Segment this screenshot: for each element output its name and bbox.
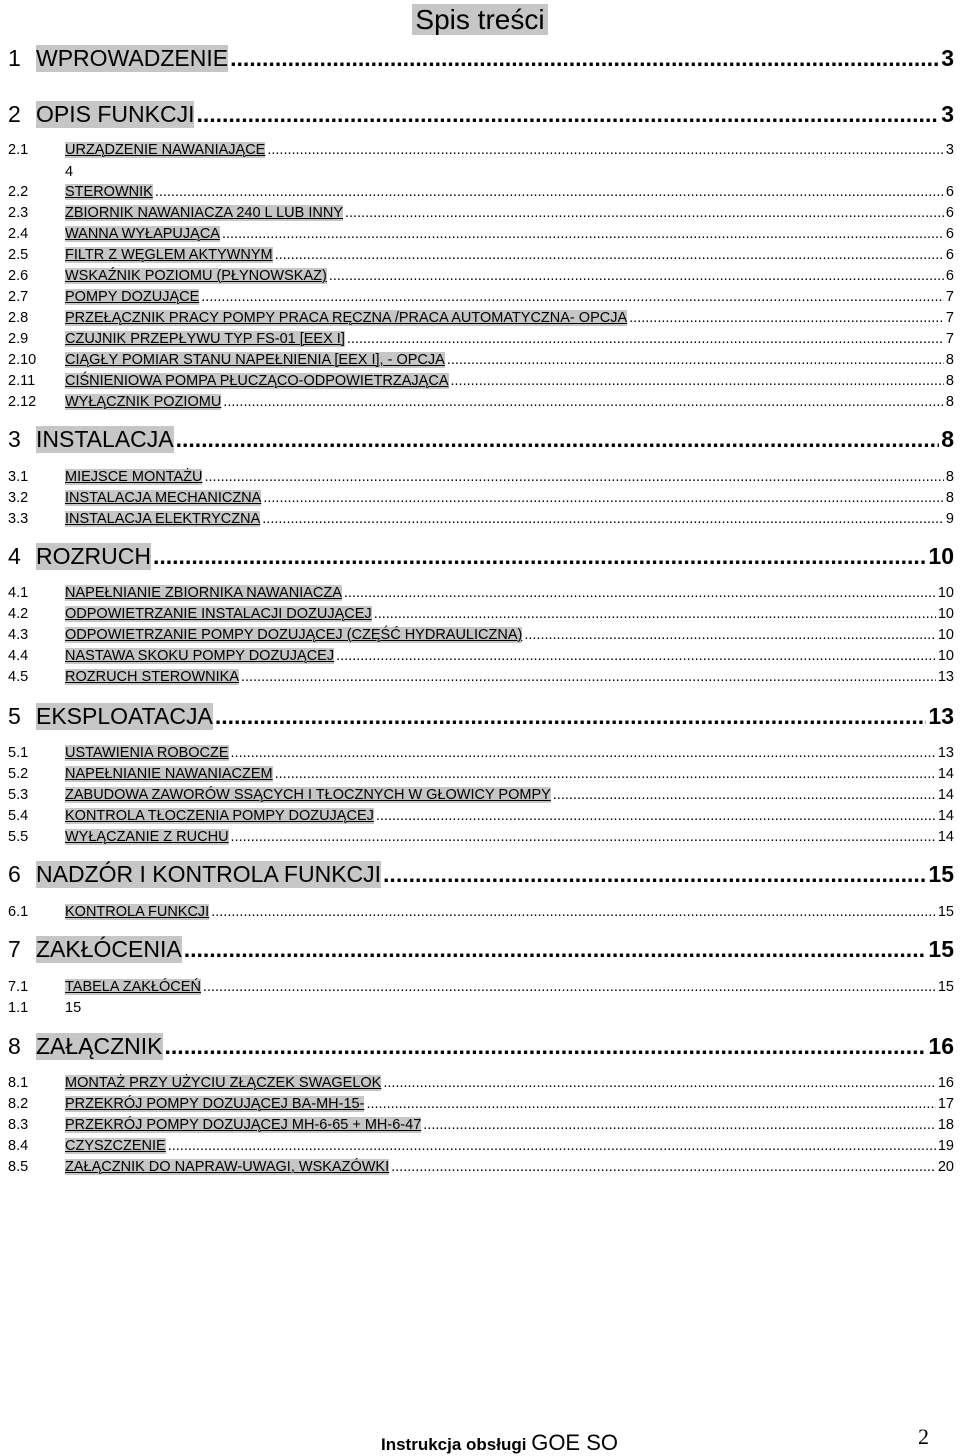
toc-entry[interactable] [8,45,954,72]
toc-entry-page: 18 [937,1117,954,1133]
toc-entry-title[interactable]: EKSPLOATACJA [36,703,213,729]
toc-entry[interactable] [8,394,954,410]
toc-entry-title[interactable]: NAPEŁNIANIE NAWANIACZEM [65,766,273,782]
toc-entry-number: 4.4 [8,648,29,664]
toc-entry-title[interactable]: OPIS FUNKCJI [36,101,195,127]
toc-entry-title[interactable]: PRZEŁĄCZNIK PRACY POMPY PRACA RĘCZNA /PRACA AUTOMATYCZNA- OPCJA [65,310,628,326]
toc-entry-title[interactable]: FILTR Z WĘGLEM AKTYWNYM [65,247,273,263]
toc-entry-title[interactable]: CZYSZCZENIE [65,1138,166,1154]
stray-page-number: 4 [65,164,74,180]
toc-entry-title[interactable]: TABELA ZAKŁÓCEŃ [65,979,201,995]
toc-leader-dots [204,469,943,485]
toc-leader-dots [345,205,944,221]
toc-entry-number: 5.5 [8,829,29,845]
toc-entry-title[interactable]: CIŚNIENIOWA POMPA PŁUCZĄCO-ODPOWIETRZAJĄCA [65,373,449,389]
toc-leader-dots [230,45,939,72]
toc-leader-dots [524,627,936,643]
toc-entry-title[interactable]: PRZEKRÓJ POMPY DOZUJĄCEJ MH-6-65 + MH-6-47 [65,1117,422,1133]
toc-entry-number: 4.3 [8,627,29,643]
toc-entry-number: 2.3 [8,205,29,221]
toc-entry-page: 7 [945,310,954,326]
toc-entry-number: 2.11 [8,373,36,389]
toc-entry-page: 6 [945,205,954,221]
toc-entry-number: 2.5 [8,247,29,263]
toc-entry-page: 13 [928,703,954,729]
toc-entry-page: 19 [937,1138,954,1154]
toc-entry-title[interactable]: NAPEŁNIANIE ZBIORNIKA NAWANIACZA [65,585,342,601]
toc-entry-number: 8 [8,1033,21,1059]
toc-leader-dots [231,829,936,845]
toc-entry-number: 2.10 [8,352,37,368]
toc-leader-dots [275,247,944,263]
toc-leader-dots [275,766,936,782]
toc-entry-number: 8.4 [8,1138,29,1154]
toc-leader-dots [366,1096,935,1112]
toc-leader-dots [553,787,936,803]
toc-entry-title[interactable]: WYŁĄCZNIK POZIOMU [65,394,222,410]
toc-entry-page: 9 [945,511,954,527]
toc-entry[interactable] [8,861,954,888]
toc-entry[interactable] [8,247,954,263]
toc-leader-dots [629,310,944,326]
toc-entry-number: 3.2 [8,490,29,506]
toc-entry[interactable] [8,585,954,601]
toc-entry-page: 15 [937,979,954,995]
toc-leader-dots [263,490,944,506]
toc-entry-number: 8.1 [8,1075,29,1091]
toc-entry-page: 3 [945,142,954,158]
toc-entry-number: 8.3 [8,1117,29,1133]
toc-entry[interactable] [8,669,954,685]
toc-entry[interactable] [8,352,954,368]
toc-leader-dots [201,289,944,305]
toc-entry-title[interactable]: ZAKŁÓCENIA [36,936,182,962]
toc-entry-title[interactable]: ODPOWIETRZANIE INSTALACJI DOZUJĄCEJ [65,606,372,622]
toc-entry-page: 8 [945,469,954,485]
toc-entry[interactable] [8,1117,954,1133]
toc-entry-page: 13 [937,669,954,685]
toc-entry-title[interactable]: USTAWIENIA ROBOCZE [65,745,229,761]
toc-entry-number: 2.1 [8,142,29,158]
toc-entry-number: 4.1 [8,585,29,601]
toc-entry[interactable] [8,606,954,622]
toc-leader-dots [168,1138,936,1154]
toc-entry-number: 2.7 [8,289,29,305]
toc-entry-title[interactable]: KONTROLA TŁOCZENIA POMPY DOZUJĄCEJ [65,808,374,824]
toc-leader-dots [176,426,940,453]
toc-entry-page: 10 [937,648,954,664]
toc-entry-title[interactable]: STEROWNIK [65,184,153,200]
toc-leader-dots [447,352,944,368]
toc-entry-number: 2.2 [8,184,29,200]
toc-leader-dots [383,861,926,888]
toc-entry-number: 2.6 [8,268,29,284]
toc-entry-number: 3.1 [8,469,29,485]
toc-entry-number: 5.2 [8,766,29,782]
toc-entry-title[interactable]: ZAŁĄCZNIK DO NAPRAW-UWAGI, WSKAZÓWKI [65,1159,390,1175]
toc-entry-title[interactable]: INSTALACJA [36,426,174,452]
toc-entry-title[interactable]: MIEJSCE MONTAŻU [65,469,203,485]
toc-entry-page: 10 [937,627,954,643]
toc-entry-title[interactable]: CZUJNIK PRZEPŁYWU TYP FS-01 [EEX I] [65,331,345,347]
toc-entry-title[interactable]: ROZRUCH STEROWNIKA [65,669,239,685]
toc-entry-number: 4.2 [8,606,29,622]
toc-entry[interactable] [8,787,954,803]
toc-entry-number: 1.1 [8,1000,29,1016]
toc-entry-page: 14 [937,829,954,845]
toc-entry[interactable] [8,310,954,326]
toc-entry-page: 14 [937,766,954,782]
footer-label: Instrukcja obsługi [381,1435,532,1454]
toc-entry-page: 7 [945,331,954,347]
toc-leader-dots [383,1075,936,1091]
toc-leader-dots [391,1159,936,1175]
toc-entry-title[interactable]: ZAŁĄCZNIK [36,1033,163,1059]
toc-entry-page: 8 [945,490,954,506]
toc-leader-dots [336,648,936,664]
toc-entry[interactable] [8,904,954,920]
page-title: Spis treści [412,4,547,35]
toc-entry-number: 5.4 [8,808,29,824]
toc-entry-page: 3 [941,45,954,71]
toc-entry[interactable] [8,1096,954,1112]
toc-entry-number: 8.5 [8,1159,29,1175]
toc-entry[interactable] [8,469,954,485]
toc-entry-title[interactable]: PRZEKRÓJ POMPY DOZUJĄCEJ BA-MH-15- [65,1096,365,1112]
toc-entry-number: 5 [8,703,21,729]
toc-leader-dots [451,373,944,389]
toc-entry[interactable] [8,648,954,664]
toc-entry-number: 2.4 [8,226,29,242]
toc-entry[interactable] [8,808,954,824]
toc-entry-title[interactable]: URZĄDZENIE NAWANIAJĄCE [65,142,266,158]
toc-entry-number: 6 [8,861,21,887]
toc-entry-page: 10 [937,585,954,601]
toc-entry-page: 17 [937,1096,954,1112]
toc-entry-title[interactable]: WANNA WYŁAPUJĄCA [65,226,220,242]
toc-entry[interactable] [8,1159,954,1175]
toc-leader-dots [223,394,944,410]
toc-entry-page: 10 [937,606,954,622]
toc-entry[interactable] [8,511,954,527]
toc-leader-dots [262,511,944,527]
toc-entry-page: 16 [928,1033,954,1059]
toc-entry-number: 5.1 [8,745,29,761]
toc-entry-title[interactable]: POMPY DOZUJĄCE [65,289,200,305]
toc-entry-number: 3.3 [8,511,29,527]
toc-entry-number: 6.1 [8,904,29,920]
toc-entry-page: 16 [937,1075,954,1091]
toc-entry-title[interactable]: NASTAWA SKOKU POMPY DOZUJĄCEJ [65,648,335,664]
toc-entry-number: 1 [8,45,21,71]
toc-entry-title[interactable]: INSTALACJA MECHANICZNA [65,490,262,506]
toc-entry-number: 7.1 [8,979,29,995]
toc-entry[interactable] [8,101,954,128]
page-number: 2 [918,1424,929,1449]
toc-entry-number: 4 [8,543,21,569]
toc-entry[interactable] [8,142,954,158]
toc-leader-dots [374,606,936,622]
toc-leader-dots [155,184,944,200]
toc-entry-page: 15 [937,904,954,920]
toc-entry-page: 14 [937,787,954,803]
toc-entry[interactable] [8,184,954,200]
toc-entry[interactable] [8,829,954,845]
toc-entry-page: 20 [937,1159,954,1175]
toc-leader-dots [196,101,939,128]
toc-entry-page: 14 [937,808,954,824]
toc-entry-title[interactable]: WSKAŹNIK POZIOMU (PŁYNOWSKAZ) [65,268,327,284]
toc-entry[interactable] [8,1033,954,1060]
toc-leader-dots [231,745,936,761]
toc-entry-page: 10 [928,543,954,569]
toc-entry-number: 2.12 [8,394,37,410]
toc-entry[interactable] [8,1000,954,1016]
toc-leader-dots [184,936,927,963]
toc-entry[interactable] [8,1075,954,1091]
toc-entry-page: 15 [928,936,954,962]
toc-entry[interactable] [8,543,954,570]
footer-product: GOE SO [531,1430,618,1455]
toc-entry-number: 5.3 [8,787,29,803]
toc-entry-title[interactable]: KONTROLA FUNKCJI [65,904,210,920]
toc-entry[interactable] [8,627,954,643]
toc-entry-number: 3 [8,426,21,452]
toc-entry[interactable] [8,373,954,389]
toc-entry[interactable] [8,490,954,506]
toc-entry-page: 8 [945,373,954,389]
toc-entry[interactable] [8,745,954,761]
toc-entry-page: 8 [945,394,954,410]
toc-entry-number: 8.2 [8,1096,29,1112]
toc-entry[interactable] [8,331,954,347]
toc-entry-title[interactable]: ZABUDOWA ZAWORÓW SSĄCYCH I TŁOCZNYCH W GŁOWICY POMPY [65,787,551,803]
toc-leader-dots [329,268,944,284]
toc-leader-dots [241,669,936,685]
toc-entry-title[interactable]: WYŁĄCZANIE Z RUCHU [65,829,229,845]
toc-leader-dots [215,703,927,730]
toc-entry-title[interactable]: ZBIORNIK NAWANIACZA 240 L LUB INNY [65,205,343,221]
toc-entry-title[interactable]: WPROWADZENIE [36,45,229,71]
toc-entry[interactable] [8,226,954,242]
toc-entry-number: 4.5 [8,669,29,685]
toc-entry-title[interactable]: 15 [65,1000,82,1016]
toc-entry-number: 2 [8,101,21,127]
toc-entry-title[interactable]: CIĄGŁY POMIAR STANU NAPEŁNIENIA [EEX I], - OPCJA [65,352,445,368]
toc-entry-page: 15 [928,861,954,887]
footer [381,1430,618,1456]
toc-leader-dots [423,1117,936,1133]
toc-entry-title[interactable]: MONTAŻ PRZY UŻYCIU ZŁĄCZEK SWAGELOK [65,1075,382,1091]
toc-entry-page: 7 [945,289,954,305]
toc-leader-dots [344,585,936,601]
toc-leader-dots [153,543,926,570]
toc-leader-dots [222,226,944,242]
toc-entry-page: 6 [945,226,954,242]
toc-entry-page: 3 [941,101,954,127]
toc-leader-dots [347,331,944,347]
toc-entry[interactable] [8,268,954,284]
toc-leader-dots [211,904,936,920]
toc-entry-title[interactable]: INSTALACJA ELEKTRYCZNA [65,511,261,527]
toc-entry[interactable] [8,1138,954,1154]
toc-entry-number: 2.9 [8,331,29,347]
toc-entry-page: 6 [945,184,954,200]
toc-entry[interactable] [8,766,954,782]
toc-entry-page: 8 [945,352,954,368]
toc-leader-dots [267,142,944,158]
toc-entry[interactable] [8,703,954,730]
toc-leader-dots [165,1033,927,1060]
toc-entry[interactable] [8,426,954,453]
toc-entry[interactable] [8,289,954,305]
toc-entry-page: 6 [945,247,954,263]
toc-entry-title[interactable]: NADZÓR I KONTROLA FUNKCJI [36,861,382,887]
toc-entry-page: 13 [937,745,954,761]
toc-entry-page: 8 [941,426,954,452]
toc-leader-dots [376,808,936,824]
toc-entry[interactable] [8,205,954,221]
toc-entry-number: 7 [8,936,21,962]
toc-entry[interactable] [8,936,954,963]
toc-entry-title[interactable]: ROZRUCH [36,543,151,569]
toc-entry-page: 6 [945,268,954,284]
toc-leader-dots [203,979,936,995]
toc-entry-number: 2.8 [8,310,29,326]
toc-entry[interactable] [8,979,954,995]
toc-entry-title[interactable]: ODPOWIETRZANIE POMPY DOZUJĄCEJ (CZĘŚĆ HYDRAULICZNA) [65,627,523,643]
